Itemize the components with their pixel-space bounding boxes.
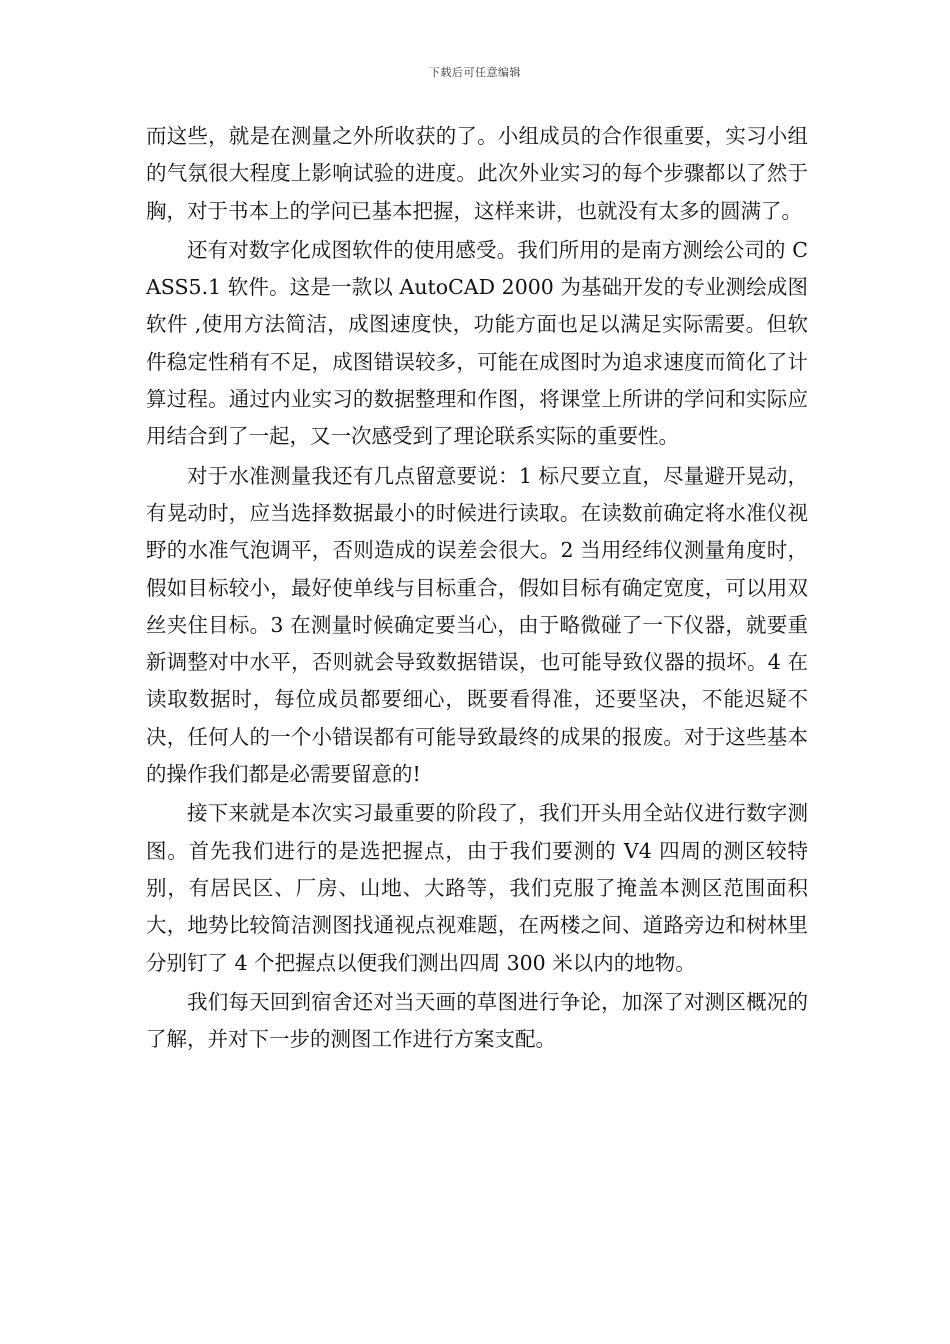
- paragraph-continuation: 而这些，就是在测量之外所收获的了。小组成员的合作很重要，实习小组的气氛很大程度上影响试验的进度。此次外业实习的每个步骤都以了然于胸，对于书本上的学问已基本把握，这样来讲，也就没有太多的圆满了。: [146, 124, 808, 223]
- document-body: [146, 118, 808, 1060]
- paragraph-leveling-notes: 对于水准测量我还有几点留意要说：1 标尺要立直，尽量避开晃动，有晃动时，应当选择数据最小的时候进行读取。在读数前确定将水准仪视野的水准气泡调平，否则造成的误差会很大。2 当用经纬仪测量角度时，假如目标较小，最好使单线与目标重合，假如目标有确定宽度，可以用双丝夹住目标。3 在测量时候确定要当心，由于略微碰了一下仪器，就要重新调整对中水平，否则就会导致数据错误，也可能导致仪器的损坏。4 在读取数据时，每位成员都要细心，既要看得准，还要坚决，不能迟疑不决，任何人的一个小错误都有可能导致最终的成果的报废。对于这些基本的操作我们都是必需要留意的!: [146, 463, 808, 787]
- page-header-note: 下载后可任意编辑: [429, 66, 521, 79]
- paragraph-daily-review: 我们每天回到宿舍还对当天画的草图进行争论，加深了对测区概况的了解，并对下一步的测图工作进行方案支配。: [146, 989, 808, 1052]
- paragraph-software: 还有对数字化成图软件的使用感受。我们所用的是南方测绘公司的 CASS5.1 软件。这是一款以 AutoCAD 2000 为基础开发的专业测绘成图软件 ,使用方法简洁，成图速度快，功能方面也足以满足实际需要。但软件稳定性稍有不足，成图错误较多，可能在成图时为追求速度而简化了计算过程。通过内业实习的数据整理和作图，将课堂上所讲的学问和实际应用结合到了一起，又一次感受到了理论联系实际的重要性。: [146, 237, 808, 449]
- paragraph-digital-mapping: 接下来就是本次实习最重要的阶段了，我们开头用全站仪进行数字测图。首先我们进行的是选把握点，由于我们要测的 V4 四周的测区较特别，有居民区、厂房、山地、大路等，我们克服了掩盖本测区范围面积大，地势比较简洁测图找通视点视难题，在两楼之间、道路旁边和树林里分别钉了 4 个把握点以便我们测出四周 300 米以内的地物。: [146, 801, 808, 975]
